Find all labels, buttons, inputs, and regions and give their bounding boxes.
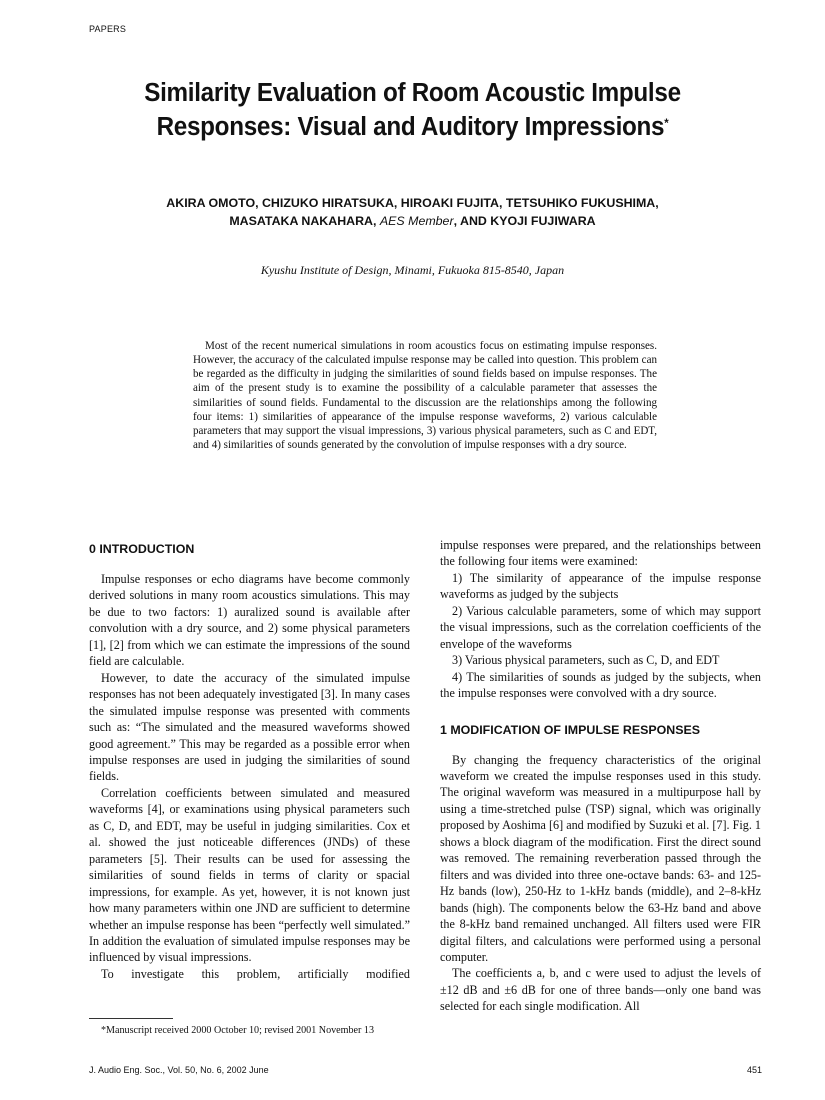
paragraph: The coefficients a, b, and c were used to adjust the levels of ±12 dB and ±6 dB for one of three bands—only one band was selected for each single modification. All bbox=[440, 966, 761, 1014]
title-line-1: Similarity Evaluation of Room Acoustic Impulse bbox=[144, 79, 681, 107]
abstract: Most of the recent numerical simulations in room acoustics focus on estimating impulse responses. However, the accuracy of the calculated impulse response may be called into question. This problem can be regarded as the difficulty in judging the similarities of sound fields based on impulse responses. The aim of the present study is to examine the possibility of a calculable parameter that assesses the similarities of sound fields. Fundamental to the discussion are the relationships among the following four items: 1) similarities of appearance of the impulse response waveforms, 2) various calculable parameters that may support the visual impressions, 3) various physical parameters, such as C and EDT, and 4) similarities of sounds generated by the convolution of impulse responses with a dry source. bbox=[193, 340, 657, 452]
list-item: 3) Various physical parameters, such as C, D, and EDT bbox=[452, 653, 720, 668]
authors-line-1: AKIRA OMOTO, CHIZUKO HIRATSUKA, HIROAKI FUJITA, TETSUHIKO FUKUSHIMA, bbox=[166, 196, 659, 210]
authors-line-2 bbox=[60, 212, 765, 230]
author-list bbox=[60, 194, 765, 230]
aes-member-note: AES Member bbox=[379, 214, 454, 228]
title-line-2 bbox=[78, 110, 748, 144]
author-nakahara: MASATAKA NAKAHARA, bbox=[229, 214, 377, 228]
title-footnote-mark: * bbox=[664, 116, 669, 130]
list-item: 2) Various calculable parameters, some of which may support the visual impressions, such as the correlation coefficients of the envelope of the waveforms bbox=[440, 603, 761, 651]
title-line-2-text: Responses: Visual and Auditory Impressions bbox=[156, 113, 665, 141]
page-number: 451 bbox=[746, 1065, 762, 1075]
authors-line-2-rest: , AND KYOJI FUJIWARA bbox=[453, 214, 596, 228]
journal-citation: J. Audio Eng. Soc., Vol. 50, No. 6, 2002 June bbox=[89, 1065, 269, 1075]
paper-title bbox=[60, 76, 765, 144]
footnote: *Manuscript received 2000 October 10; revised 2001 November 13 bbox=[101, 1025, 375, 1036]
right-column bbox=[440, 537, 761, 1015]
paragraph: However, to date the accuracy of the simulated impulse responses has not been adequately investigated [3]. In many cases the simulated impulse response was presented with comments such as: “The simulated and the measured waveforms showed good agreement.” This may be regarded as a possible error when impulse responses are used in judging the similarities of sound fields. bbox=[89, 670, 410, 784]
paragraph: Impulse responses or echo diagrams have become commonly derived solutions in many room acoustics simulations. This may be due to two factors: 1) auralized sound is available after convolution with a dry source, and 2) some physical parameters [1], [2] from which we can estimate the impressions of the sound field are calculable. bbox=[89, 572, 410, 669]
left-column bbox=[89, 541, 410, 982]
affiliation: Kyushu Institute of Design, Minami, Fukuoka 815-8540, Japan bbox=[260, 263, 565, 277]
section-heading-modification: 1 MODIFICATION OF IMPULSE RESPONSES bbox=[440, 722, 700, 737]
paragraph: impulse responses were prepared, and the relationships between the following four items were examined: bbox=[440, 538, 761, 569]
list-item: 4) The similarities of sounds as judged by the subjects, when the impulse responses were convolved with a dry source. bbox=[440, 669, 761, 701]
paragraph: By changing the frequency characteristics of the original waveform we created the impulse responses used in this study. The original waveform was measured in a multipurpose hall by using a time-stretched pulse (TSP) signal, which was originally proposed by Aoshima [6] and modified by Suzuki et al. [7]. Fig. 1 shows a block diagram of the modification. First the direct sound was removed. The remaining reverberation passed through the filters and was divided into three one-octave bands: 63- and 125-Hz bands (low), 250-Hz to 1-kHz bands (middle), and 2–8-kHz bands (high). The components below the 63-Hz band and above the 8-kHz band remained unchanged. All filters used were FIR digital filters, and calculations were performed using a personal computer. bbox=[440, 752, 761, 964]
section-heading-introduction: 0 INTRODUCTION bbox=[89, 542, 195, 556]
running-header-section: PAPERS bbox=[89, 24, 127, 34]
footnote-divider bbox=[89, 1018, 173, 1019]
paragraph: To investigate this problem, artificially modified bbox=[101, 966, 410, 981]
paragraph: Correlation coefficients between simulated and measured waveforms [4], or examinations using physical parameters such as C, D, and EDT, may be useful in judging similarities. Cox et al. showed the just noticeable differences (JNDs) of these parameters [5]. Their results can be used for assessing the similarities of sound fields in terms of clarity or spacial impressions, for example. As yet, however, it is not known just how many parameters within one JND are sufficient to determine whether an impulse response has been “perfectly well simulated.” In addition the evaluation of simulated impulse responses may be influenced by visual impressions. bbox=[89, 785, 410, 965]
list-item: 1) The similarity of appearance of the impulse response waveforms as judged by the subjects bbox=[440, 570, 761, 602]
